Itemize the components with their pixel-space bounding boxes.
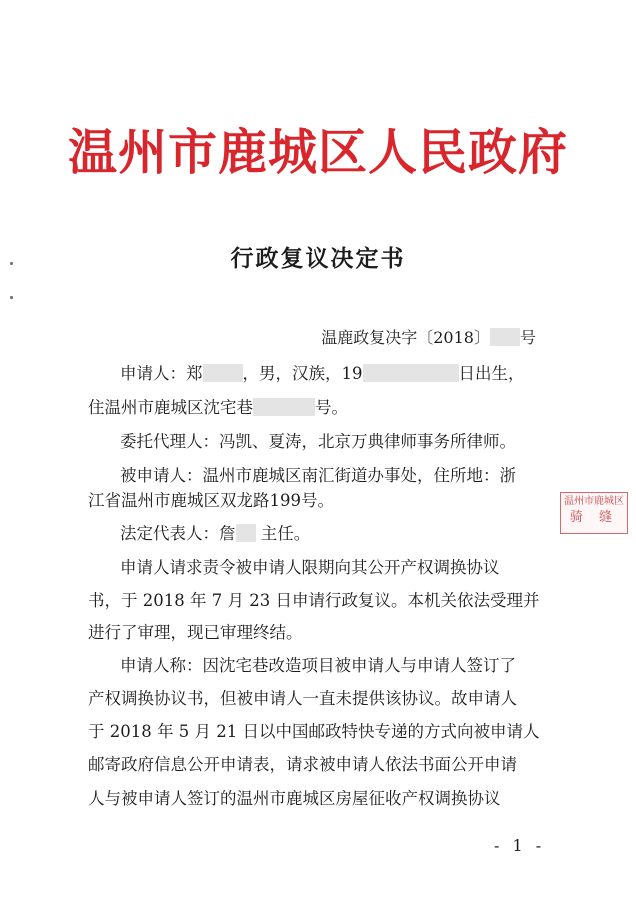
doc-number-suffix: 号: [519, 328, 536, 347]
request-line-1: 申请人请求责令被申请人限期向其公开产权调换协议: [120, 558, 500, 577]
doc-number-prefix: 温鹿政复决字〔2018〕: [321, 328, 490, 347]
document-title: 行政复议决定书: [230, 245, 406, 272]
seam-seal-stamp: [560, 492, 628, 534]
respondent-line-2: 江省温州市鹿城区双龙路199号。: [88, 491, 334, 510]
seal-line-2: 骑 缝: [569, 510, 619, 525]
applicant-text-a: 申请人：郑: [120, 364, 203, 383]
applicant-line: [120, 362, 548, 386]
redaction-block: [363, 364, 459, 382]
request-line-2: 书，于 2018 年 7 月 23 日申请行政复议。本机关依法受理并: [88, 591, 540, 610]
org-header-title: 温州市鹿城区人民政府: [67, 123, 568, 181]
claim-line-3: 于 2018 年 5 月 21 日以中国邮政特快专递的方式向被申请人: [88, 722, 540, 741]
address-text-b: 号。: [315, 398, 348, 417]
applicant-text-b: ，男，汉族，19: [242, 364, 363, 383]
claim-line-2: 产权调换协议书，但被申请人一直未提供该协议。故申请人: [88, 689, 517, 708]
respondent-line-1: 被申请人：温州市鹿城区南汇街道办事处，住所地：浙: [120, 466, 516, 485]
claim-line-5: 人与被申请人签订的温州市鹿城区房屋征收产权调换协议: [88, 789, 501, 808]
address-line: [88, 396, 548, 420]
redaction-block: [236, 524, 256, 542]
seal-line-1: 温州市鹿城区: [564, 496, 624, 507]
redaction-block: [253, 398, 315, 416]
margin-mark: [10, 296, 13, 299]
request-line-3: 进行了审理，现已审理终结。: [88, 623, 303, 642]
redaction-block: [490, 328, 520, 346]
document-number: [321, 326, 536, 350]
agent-line: 委托代理人：冯凯、夏涛，北京万典律师事务所律师。: [120, 432, 516, 451]
page-number: - 1 -: [494, 836, 546, 855]
claim-line-4: 邮寄政府信息公开申请表，请求被申请人依法书面公开申请: [88, 755, 517, 774]
legal-rep-text-b: 主任。: [260, 524, 311, 543]
legal-rep-text-a: 法定代表人：詹: [120, 524, 236, 543]
claim-line-1: 申请人称：因沈宅巷改造项目被申请人与申请人签订了: [120, 656, 516, 675]
address-text-a: 住温州市鹿城区沈宅巷: [88, 398, 253, 417]
applicant-text-c: 日出生，: [458, 364, 525, 383]
legal-rep-line: [120, 522, 548, 546]
redaction-block: [203, 364, 243, 382]
